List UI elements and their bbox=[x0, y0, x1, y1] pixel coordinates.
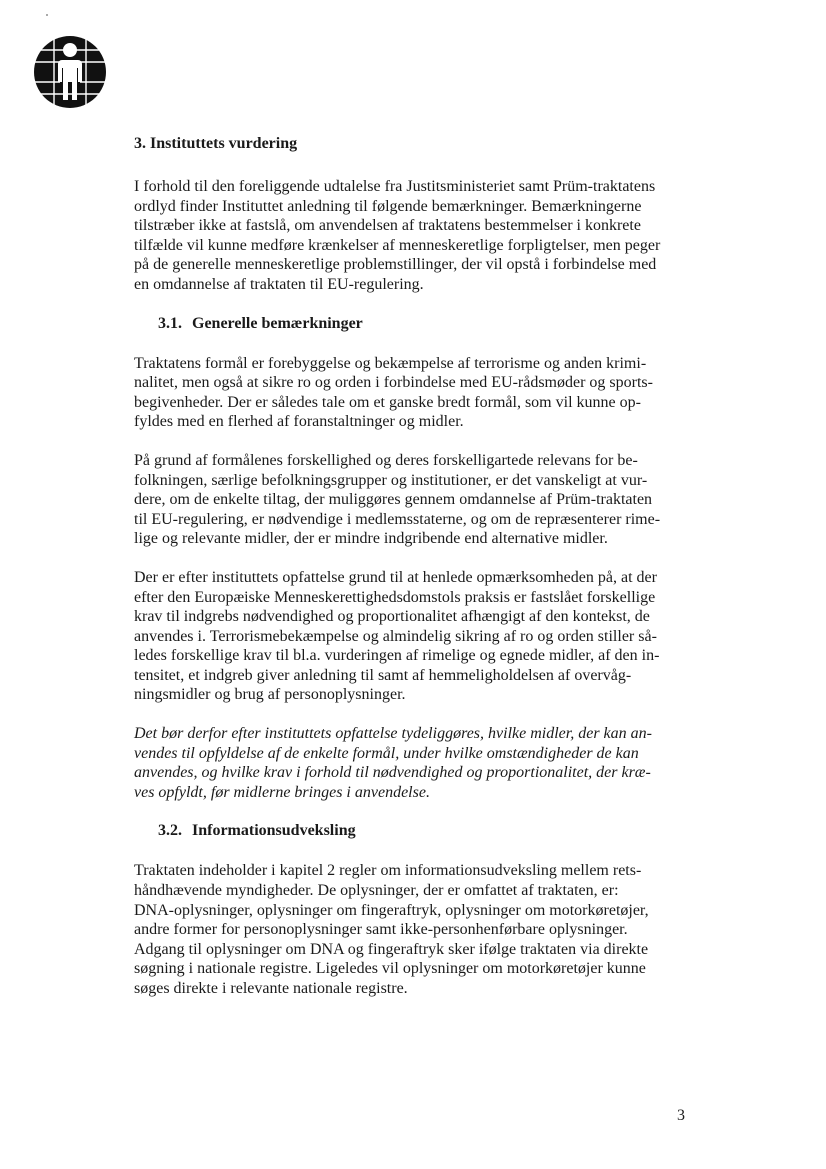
section-3-heading: 3. Instituttets vurdering bbox=[134, 135, 298, 152]
document-body bbox=[134, 134, 690, 1018]
organization-logo bbox=[32, 34, 108, 110]
section-3-1-italic-paragraph: Det bør derfor efter instituttets opfattelse tydeliggøres, hvilke midler, der kan an- vendes til opfyldelse af de enkelte formål, under hvilke omstændigheder de kan anvendes, og hvilke krav i forhold til nødvendighed og proportionalitet, der kræ- ves opfyldt, før midlerne bringes i anvendelse. bbox=[134, 725, 652, 801]
section-3-1-title: Generelle bemærkninger bbox=[192, 314, 363, 332]
human-figure-logo-icon bbox=[32, 34, 108, 110]
section-3-1-heading bbox=[158, 314, 690, 334]
section-3-1-paragraph-2: På grund af formålenes forskellighed og deres forskelligartede relevans for be- folkningen, særlige befolkningsgrupper og institutioner, er det vanskeligt at vur- dere, om de enkelte tiltag, der muliggøres gennem omdannelse af Prüm-traktaten til EU-regulering, er nødvendige i medlemsstaterne, og om de repræsenterer rime- lige og relevante midler, der er mindre indgribende end alternative midler. bbox=[134, 451, 661, 548]
section-3-1-paragraph-3: Der er efter instituttets opfattelse grund til at henlede opmærksomheden på, at der efter den Europæiske Menneskerettighedsdomstols praksis er fastslået forskellige krav til indgrebs nødvendighed og proportionalitet afhængigt af den kontekst, de anvendes i. Terrorismebekæmpelse og almindelig sikring af ro og orden stiller så- ledes forskellige krav til bl.a. vurderingen af rimelige og egnede midler, af den in- tensitet, et indgreb giver anledning til samt af hemmeligholdelsen af overvåg- ningsmidler og brug af personoplysninger. bbox=[134, 568, 660, 704]
scan-speck bbox=[46, 14, 48, 16]
page-number: 3 bbox=[677, 1107, 685, 1124]
section-3-1-number: 3.1. bbox=[158, 314, 182, 332]
section-3-2-number: 3.2. bbox=[158, 822, 182, 840]
section-3-2-paragraph: Traktaten indeholder i kapitel 2 regler om informationsudveksling mellem rets- håndhævende myndigheder. De oplysninger, der er omfattet af traktaten, er: DNA-oplysninger, oplysninger om fingeraftryk, oplysninger om motorkøretøjer, andre former for personoplysninger samt ikke-personhenførbare oplysninger. Adgang til oplysninger om DNA og fingeraftryk sker ifølge traktaten via direkte søgning i nationale registre. Ligeledes vil oplysninger om motorkøretøjer kunne søges direkte i relevante nationale registre. bbox=[134, 862, 649, 997]
section-3-paragraph: I forhold til den foreliggende udtalelse fra Justitsministeriet samt Prüm-traktatens ordlyd finder Instituttet anledning til følgende bemærkninger. Bemærkningerne tilstræber ikke at fastslå, om anvendelsen af traktatens bestemmelser i konkrete tilfælde vil kunne medføre krænkelser af menneskeretlige forpligtelser, men peger på de generelle menneskeretlige problemstillinger, der vil opstå i forbindelse med en omdannelse af traktaten til EU-regulering. bbox=[134, 178, 661, 293]
section-3-2-title: Informationsudveksling bbox=[192, 822, 356, 840]
section-3-1-paragraph-1: Traktatens formål er forebyggelse og bekæmpelse af terrorisme og anden krimi- nalitet, men også at sikre ro og orden i forbindelse med EU-rådsmøder og sports- begivenheder. Der er således tale om et ganske bredt formål, som vil kunne op- fyldes med en flerhed af foranstaltninger og midler. bbox=[134, 354, 653, 431]
section-3-2-heading bbox=[158, 821, 690, 841]
